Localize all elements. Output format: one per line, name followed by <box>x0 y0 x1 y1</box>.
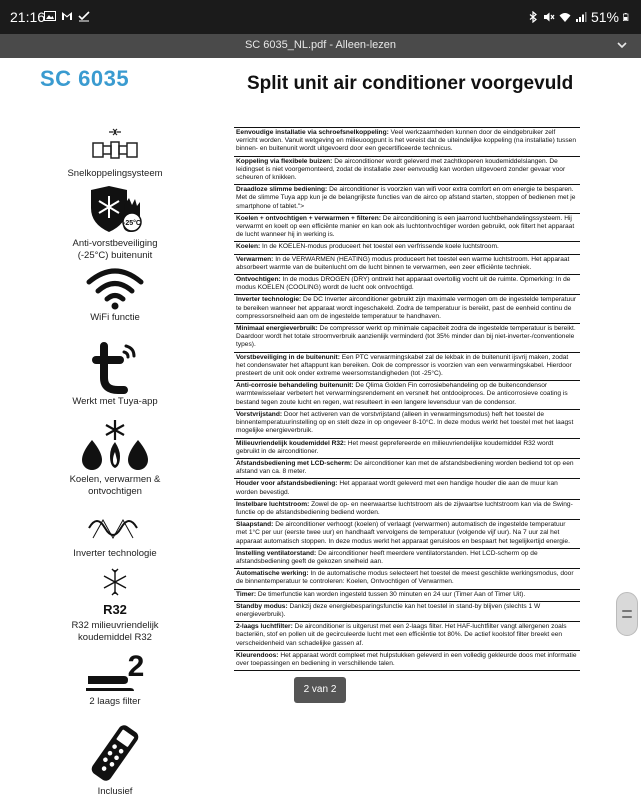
bluetooth-icon <box>527 11 539 23</box>
status-time: 21:16 <box>10 9 46 25</box>
row-text: Het meest geprefereerde en milieuvriendelijke koudemiddel R32 wordt gebruikt in de airconditioner. <box>236 439 554 455</box>
row-heading: 2-laags luchtfilter: <box>236 623 293 631</box>
feature-label: Inverter technologie <box>73 548 157 559</box>
row-text: De Qlima Golden Fin corrosiebehandeling op de buitencondensor warmtewisselaar verbetert het verwarmingsrendement en versnelt het ontdooiproces. De anticorrosieve coating is bestand tegen zoute lucht en regen, wat resulteert in een langere levensduur van de condensor. <box>236 382 568 406</box>
row-heading: Verwarmen: <box>236 255 274 263</box>
table-row <box>234 439 580 459</box>
row-text: In de automatische modus selecteert het toestel de meest geschikte werkingsmodus, door de binnentemperatuur te controleren: Koelen, Ontvochtigen of Verwarmen. <box>236 570 574 586</box>
feature-remote <box>60 722 170 798</box>
table-row <box>234 459 580 479</box>
status-bar <box>0 0 641 34</box>
feature-label: 2 laags filter <box>89 696 141 707</box>
two-layer-filter-icon <box>80 650 150 694</box>
page-title: Split unit air conditioner voorgevuld <box>247 73 574 94</box>
row-heading: Vorstvrijstand: <box>236 410 283 418</box>
image-icon <box>44 10 56 22</box>
app-bar <box>0 34 641 58</box>
row-heading: Standby modus: <box>236 602 288 610</box>
specification-table <box>234 127 580 671</box>
row-text: De airconditioner heeft meerdere ventilatorstanden. Het LCD-scherm op de afstandsbediening geeft de gekozen snelheid aan. <box>236 549 538 565</box>
page-indicator[interactable]: 2 van 2 <box>294 677 346 703</box>
row-text: De compressor werkt op minimale capaciteit zodra de ingestelde temperatuur is bereikt. Daardoor wordt het totale stroomverbruik aanzienlijk verminderd (tot 35% minder dan bij niet-inverter-/conventionele types). <box>236 325 576 349</box>
frost-temperature-text: -25°C <box>123 220 141 227</box>
feature-r32 <box>60 568 170 644</box>
feature-frost-protection <box>60 184 170 262</box>
table-row <box>234 549 580 569</box>
gmail-icon <box>61 10 73 22</box>
row-text: In de VERWARMEN (HEATING) modus produceert het toestel een warme luchtstroom. Het apparaat absorbeert warmte van de buitenlucht om de lucht binnen te verwarmen, een zeer efficiënte techniek. <box>236 255 570 271</box>
table-row <box>234 569 580 589</box>
row-heading: Anti-corrosie behandeling buitenunit: <box>236 382 354 390</box>
feature-label: Inclusief <box>97 786 133 797</box>
signal-icon <box>575 11 587 23</box>
quick-coupling-icon <box>89 126 141 166</box>
feature-label: Koelen, verwarmen & ontvochtigen <box>69 474 161 497</box>
table-row <box>234 520 580 549</box>
row-heading: Automatische werking: <box>236 570 309 578</box>
row-heading: Vorstbeveiliging in de buitenunit: <box>236 353 340 361</box>
row-heading: Milieuvriendelijk koudemiddel R32: <box>236 439 346 447</box>
table-row <box>234 479 580 499</box>
feature-label: Anti-vorstbeveiliging (-25°C) buitenunit <box>72 238 158 261</box>
row-heading: Koelen + ontvochtigen + verwarmen + filteren: <box>236 214 381 222</box>
table-row <box>234 381 580 410</box>
row-heading: Minimaal energieverbruik: <box>236 325 318 333</box>
table-row <box>234 185 580 214</box>
row-heading: Inverter technologie: <box>236 296 302 304</box>
row-heading: Instelling ventilatorstand: <box>236 549 317 557</box>
mute-icon <box>543 11 555 23</box>
table-row <box>234 651 580 671</box>
feature-label: WiFi functie <box>90 312 140 323</box>
feature-tuya <box>60 340 170 408</box>
row-text: De airconditioner is uitgerust met een 2-laags filter. Het HAF-luchtfilter vangt allergenen zoals bacteriën, stof en pollen uit de gecirculeerde lucht met een efficiëntie tot 80%. De actief koolstof filter breekt een verscheidenheid van schadelijke gassen af. <box>236 623 567 647</box>
cool-heat-dry-icon <box>80 418 150 472</box>
system-indicators <box>527 9 631 25</box>
row-heading: Kleurendoos: <box>236 651 279 659</box>
filter-layers-text: 2 <box>127 650 145 683</box>
row-text: Veel werkzaamheden kunnen door de eindgebruiker zelf verricht worden. Vanuit wetgeving en milieuoogpunt is het vereist dat de uiteindelijke koppeling (na installatie) tussen binnen- en buitenunit wordt uitgevoerd door een gecertificeerde technicus. <box>236 129 577 153</box>
row-heading: Eenvoudige installatie via schroefsnelkoppeling: <box>236 129 389 136</box>
table-row <box>234 590 580 602</box>
row-heading: Timer: <box>236 590 257 598</box>
row-heading: Instelbare luchtstroom: <box>236 500 310 508</box>
row-heading: Koelen: <box>236 243 261 251</box>
row-text: Het apparaat wordt compleet met hulpstukken geleverd in een volledig gekleurde doos met informatie over toepassingen en bediening in verschillende talen. <box>236 651 577 667</box>
row-heading: Koppeling via flexibele buizen: <box>236 157 333 165</box>
checkmark-icon <box>78 10 90 22</box>
feature-label: Werkt met Tuya-app <box>72 396 158 407</box>
row-text: De DC Inverter airconditioner gebruikt zijn maximale vermogen om de ingestelde temperatuur te bereiken wanneer het apparaat wordt ingeschakeld. Zodra de temperatuur is bereikt, past de eenheid continu de compressorsnelheid aan om de ingestelde temperatuur te handhaven. <box>236 296 577 320</box>
table-row <box>234 500 580 520</box>
table-row <box>234 214 580 243</box>
row-text: In de modus DROGEN (DRY) onttrekt het apparaat overtollig vocht uit de ruimte. Opmerking: In de modus KOELEN (COOLING) wordt de lucht ook ontvochtigd. <box>236 276 571 292</box>
feature-wifi <box>60 266 170 324</box>
row-text: De timerfunctie kan worden ingesteld tussen 30 minuten en 24 uur (Timer Aan of Timer Uit). <box>256 590 526 598</box>
row-heading: Houder voor afstandsbediening: <box>236 480 338 488</box>
row-text: In de KOELEN-modus produceert het toestel een verfrissende koele luchtstroom. <box>260 243 499 251</box>
row-text: De airconditioner verhoogt (koelen) of verlaagt (verwarmen) automatisch de ingestelde temperatuur met 1°C per uur (eerste twee uur) en handhaaft vervolgens de temperatuur (volgende vijf uur). Na 7 uur zal het apparaat automatisch stoppen. In deze modus werkt het apparaat geruisloos en bespaart het tegelijkertijd energie. <box>236 521 570 545</box>
chevron-down-icon[interactable] <box>615 38 629 52</box>
remote-control-icon <box>85 722 145 784</box>
feature-filter <box>60 650 170 708</box>
battery-icon <box>623 11 631 23</box>
wifi-icon <box>559 11 571 23</box>
frost-protection-icon <box>85 184 145 236</box>
r32-icon <box>85 568 145 618</box>
feature-label: Snelkoppelingsysteem <box>67 168 163 179</box>
table-row <box>234 157 580 186</box>
product-code: SC 6035 <box>40 66 130 91</box>
feature-cool-heat-dry <box>60 418 170 498</box>
table-row <box>234 410 580 439</box>
r32-text: R32 <box>103 602 127 617</box>
row-text: De airconditioner wordt geleverd met zachtkoperen koudemiddelslangen. De leidingset is niet voorgemonteerd, zodat de installatie zeer eenvoudig kan worden uitgevoerd zonder gevaar voor scheuren of knikken. <box>236 157 566 182</box>
tuya-icon <box>90 340 140 394</box>
inverter-icon <box>85 510 145 546</box>
table-row <box>234 295 580 324</box>
row-text: De airconditioner kan met de afstandsbediening worden bediend tot op een afstand van ca. 8 meter. <box>236 459 574 476</box>
row-text: De airconditioner is voorzien van wifi voor extra comfort en om energie te besparen. Met de slimme Tuya app kun je de belangrijkste functies van de airco op afstand starten, stoppen of bedienen met je smartphone of tablet."> <box>236 186 576 210</box>
table-row <box>234 324 580 353</box>
table-row <box>234 275 580 295</box>
table-row <box>234 128 580 157</box>
row-text: De airconditioning is een jaarrond luchtbehandelingssysteem. Hij verwarmt en koelt op een efficiënte manier en kan ook als luchtontvochtiger worden gebruikt, ook filtert het apparaat de lucht wanneer hij in werking is. <box>236 214 575 239</box>
row-heading: Draadloze slimme bediening: <box>236 186 328 194</box>
row-text: Door het activeren van de vorstvrijstand (alleen in verwarmingsmodus) heft het toestel de binnentemperatuurinstelling op en stelt deze in op ongeveer 8-10°C. In deze modus werkt het toestel met het laagst mogelijke energieverbruik. <box>236 410 574 435</box>
row-text: Het apparaat wordt geleverd met een handige houder die aan de muur kan worden bevestigd. <box>236 480 558 496</box>
document-title-bar: SC 6035_NL.pdf - Alleen-lezen <box>244 39 397 51</box>
table-row <box>234 255 580 275</box>
feature-quick-coupling <box>60 126 170 180</box>
row-heading: Afstandsbediening met LCD-scherm: <box>236 459 353 467</box>
row-text: Dankzij deze energiebesparingsfunctie kan het toestel in stand-by blijven (slechts 1 W energieverbruik). <box>236 602 541 618</box>
row-text: Zowel de op- en neerwaartse luchtstroom als de zijwaartse luchtstroom kan via de Swing-functie op de afstandsbediening bediend worden. <box>236 500 573 516</box>
notification-icons <box>44 10 90 22</box>
table-row <box>234 242 580 254</box>
scroll-handle[interactable] <box>616 592 638 636</box>
table-row <box>234 602 580 622</box>
table-row <box>234 622 580 651</box>
row-heading: Slaapstand: <box>236 521 274 529</box>
wifi-icon <box>85 266 145 310</box>
row-text: Een PTC verwarmingskabel zal de lekbak in de buitenunit ijsvrij maken, zodat het condenswater het aftappunt kan bereiken. Ook de compressor is voorzien van een verwarmingskabel. Hierdoor presteert de unit ook onder extreme weersomstandigheden (tot -25°C). <box>236 353 572 378</box>
feature-inverter <box>60 510 170 560</box>
table-row <box>234 353 580 382</box>
feature-label: R32 milieuvriendelijk koudemiddel R32 <box>71 620 159 643</box>
row-heading: Ontvochtigen: <box>236 276 281 284</box>
battery-percent: 51% <box>590 9 619 25</box>
